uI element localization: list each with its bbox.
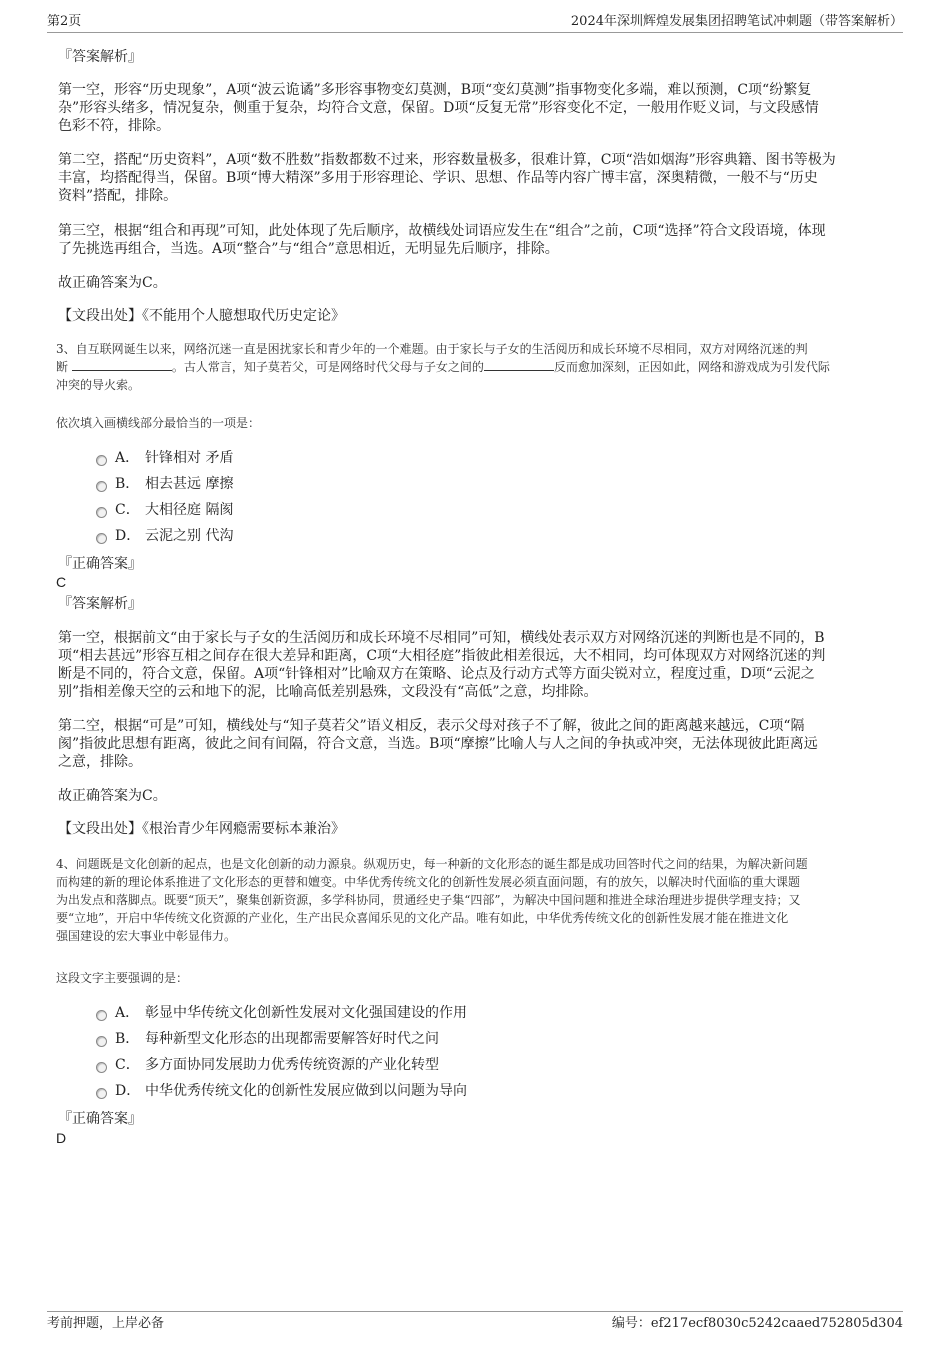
q4-correct-label: 『正确答案』 [58,1111,142,1127]
document-title: 2024年深圳辉煌发展集团招聘笔试冲刺题（带答案解析） [570,14,903,29]
q3-stem: 3、自互联网诞生以来，网络沉迷一直是困扰家长和青少年的一个难题。由于家长与子女的生活阅历和成长环境不尽相同，双方对网络沉迷的判 断 。古人常言，知子莫若父，可是网络时代父母与子女之间的 反而愈加深刻，正因如此，网络和游戏成为引发代际 冲突的导火索。 [56,342,830,392]
q3-analysis-paragraph-1: 第一空，根据前文“由于家长与子女的生活阅历和成长环境不尽相同”可知，横线处表示双方对网络沉迷的判断也是不同的，B 项“相去甚远”形容互相之间存在很大差异和距离，C项“大相径庭”指彼此相差很远，大不相同，均可体现双方对网络沉迷的判 断是不同的，符合文意，保留。A项“针锋相对”比喻双方在策略、论点及行动方式等方面尖锐对立，程度过重，D项“云泥之 别”指相差像天空的云和地下的泥，比喻高低差别悬殊，文段没有“高低”之意，均排除。 [58,630,826,700]
q3-prompt: 依次填入画横线部分最恰当的一项是： [56,416,261,430]
document-id: 编号：ef217ecf8030c5242caaed752805d304 [611,1316,903,1331]
q3-conclusion: 故正确答案为C。 [58,788,167,804]
fill-blank-2 [484,358,554,371]
q4-option-c[interactable]: C． 多方面协同发展助力优秀传统资源的产业化转型 [96,1056,439,1076]
q3-correct-label: 『正确答案』 [58,556,142,572]
q3-source: 【文段出处】《根治青少年网瘾需要标本兼治》 [58,821,345,837]
radio-icon[interactable] [96,455,107,466]
q2-analysis-label: 『答案解析』 [58,49,142,65]
q4-prompt: 这段文字主要强调的是： [56,971,189,985]
q3-option-a[interactable]: A． 针锋相对 矛盾 [96,449,233,469]
q3-option-d[interactable]: D． 云泥之别 代沟 [96,527,233,547]
q4-option-b[interactable]: B． 每种新型文化形态的出现都需要解答好时代之问 [96,1030,439,1050]
radio-icon[interactable] [96,1088,107,1099]
q3-analysis-label: 『答案解析』 [58,596,142,612]
q3-option-c[interactable]: C． 大相径庭 隔阂 [96,501,233,521]
q3-option-b[interactable]: B． 相去甚远 摩擦 [96,475,233,495]
page-header [47,12,903,33]
q4-option-d[interactable]: D． 中华优秀传统文化的创新性发展应做到以问题为导向 [96,1082,467,1102]
footer-slogan: 考前押题，上岸必备 [47,1316,165,1331]
q2-analysis-paragraph-1: 第一空，形容“历史现象”，A项“波云诡谲”多形容事物变幻莫测，B项“变幻莫测”指事物变化多端，难以预测，C项“纷繁复 杂”形容头绪多，情况复杂，侧重于复杂，均符合文意，保留。D项“反复无常”形容变化不定，一般用作贬义词，与文段感情 色彩不符，排除。 [58,82,819,134]
radio-icon[interactable] [96,1010,107,1021]
page-number: 第2页 [47,14,82,29]
page-footer [47,1311,903,1334]
q3-correct-answer: C [56,574,67,590]
q2-analysis-paragraph-2: 第二空，搭配“历史资料”，A项“数不胜数”指数都数不过来，形容数量极多，很难计算，C项“浩如烟海”形容典籍、图书等极为 丰富，均搭配得当，保留。B项“博大精深”多用于形容理论、学识、思想、作品等内容广博丰富，深奥精微，一般不与“历史 资料”搭配，排除。 [58,152,836,204]
radio-icon[interactable] [96,533,107,544]
fill-blank-1 [72,358,172,371]
q2-conclusion: 故正确答案为C。 [58,275,167,291]
q4-option-a[interactable]: A． 彰显中华传统文化创新性发展对文化强国建设的作用 [96,1004,467,1024]
q4-stem: 4、问题既是文化创新的起点，也是文化创新的动力源泉。纵观历史，每一种新的文化形态的诞生都是成功回答时代之问的结果，为解决新问题 而构建的新的理论体系推进了文化形态的更替和嬗变。中华优秀传统文化的创新性发展必须直面问题，有的放矢，以解决时代面临的重大课题 为出发点和落脚点。既要“顶天”，聚集创新资源，多学科协同，贯通经史子集“四部”，为解决中国问题和推进全球治理进步提供学理支持；又 要“立地”，开启中华传统文化资源的产业化，生产出民众喜闻乐见的文化产品。唯有如此，中华优秀传统文化的创新性发展才能在推进文化 强国建设的宏大事业中彰显伟力。 [56,857,808,943]
radio-icon[interactable] [96,1036,107,1047]
radio-icon[interactable] [96,1062,107,1073]
q2-source: 【文段出处】《不能用个人臆想取代历史定论》 [58,308,345,324]
q2-analysis-paragraph-3: 第三空，根据“组合和再现”可知，此处体现了先后顺序，故横线处词语应发生在“组合”之前，C项“选择”符合文段语境，体现 了先挑选再组合，当选。A项“整合”与“组合”意思相近，无明显先后顺序，排除。 [58,223,826,257]
radio-icon[interactable] [96,507,107,518]
q3-analysis-paragraph-2: 第二空，根据“可是”可知，横线处与“知子莫若父”语义相反，表示父母对孩子不了解，彼此之间的距离越来越远，C项“隔 阂”指彼此思想有距离，彼此之间有间隔，符合文意，当选。B项“摩擦”比喻人与人之间的争执或冲突，无法体现彼此距离远 之意，排除。 [58,718,818,770]
radio-icon[interactable] [96,481,107,492]
q4-correct-answer: D [56,1130,67,1146]
